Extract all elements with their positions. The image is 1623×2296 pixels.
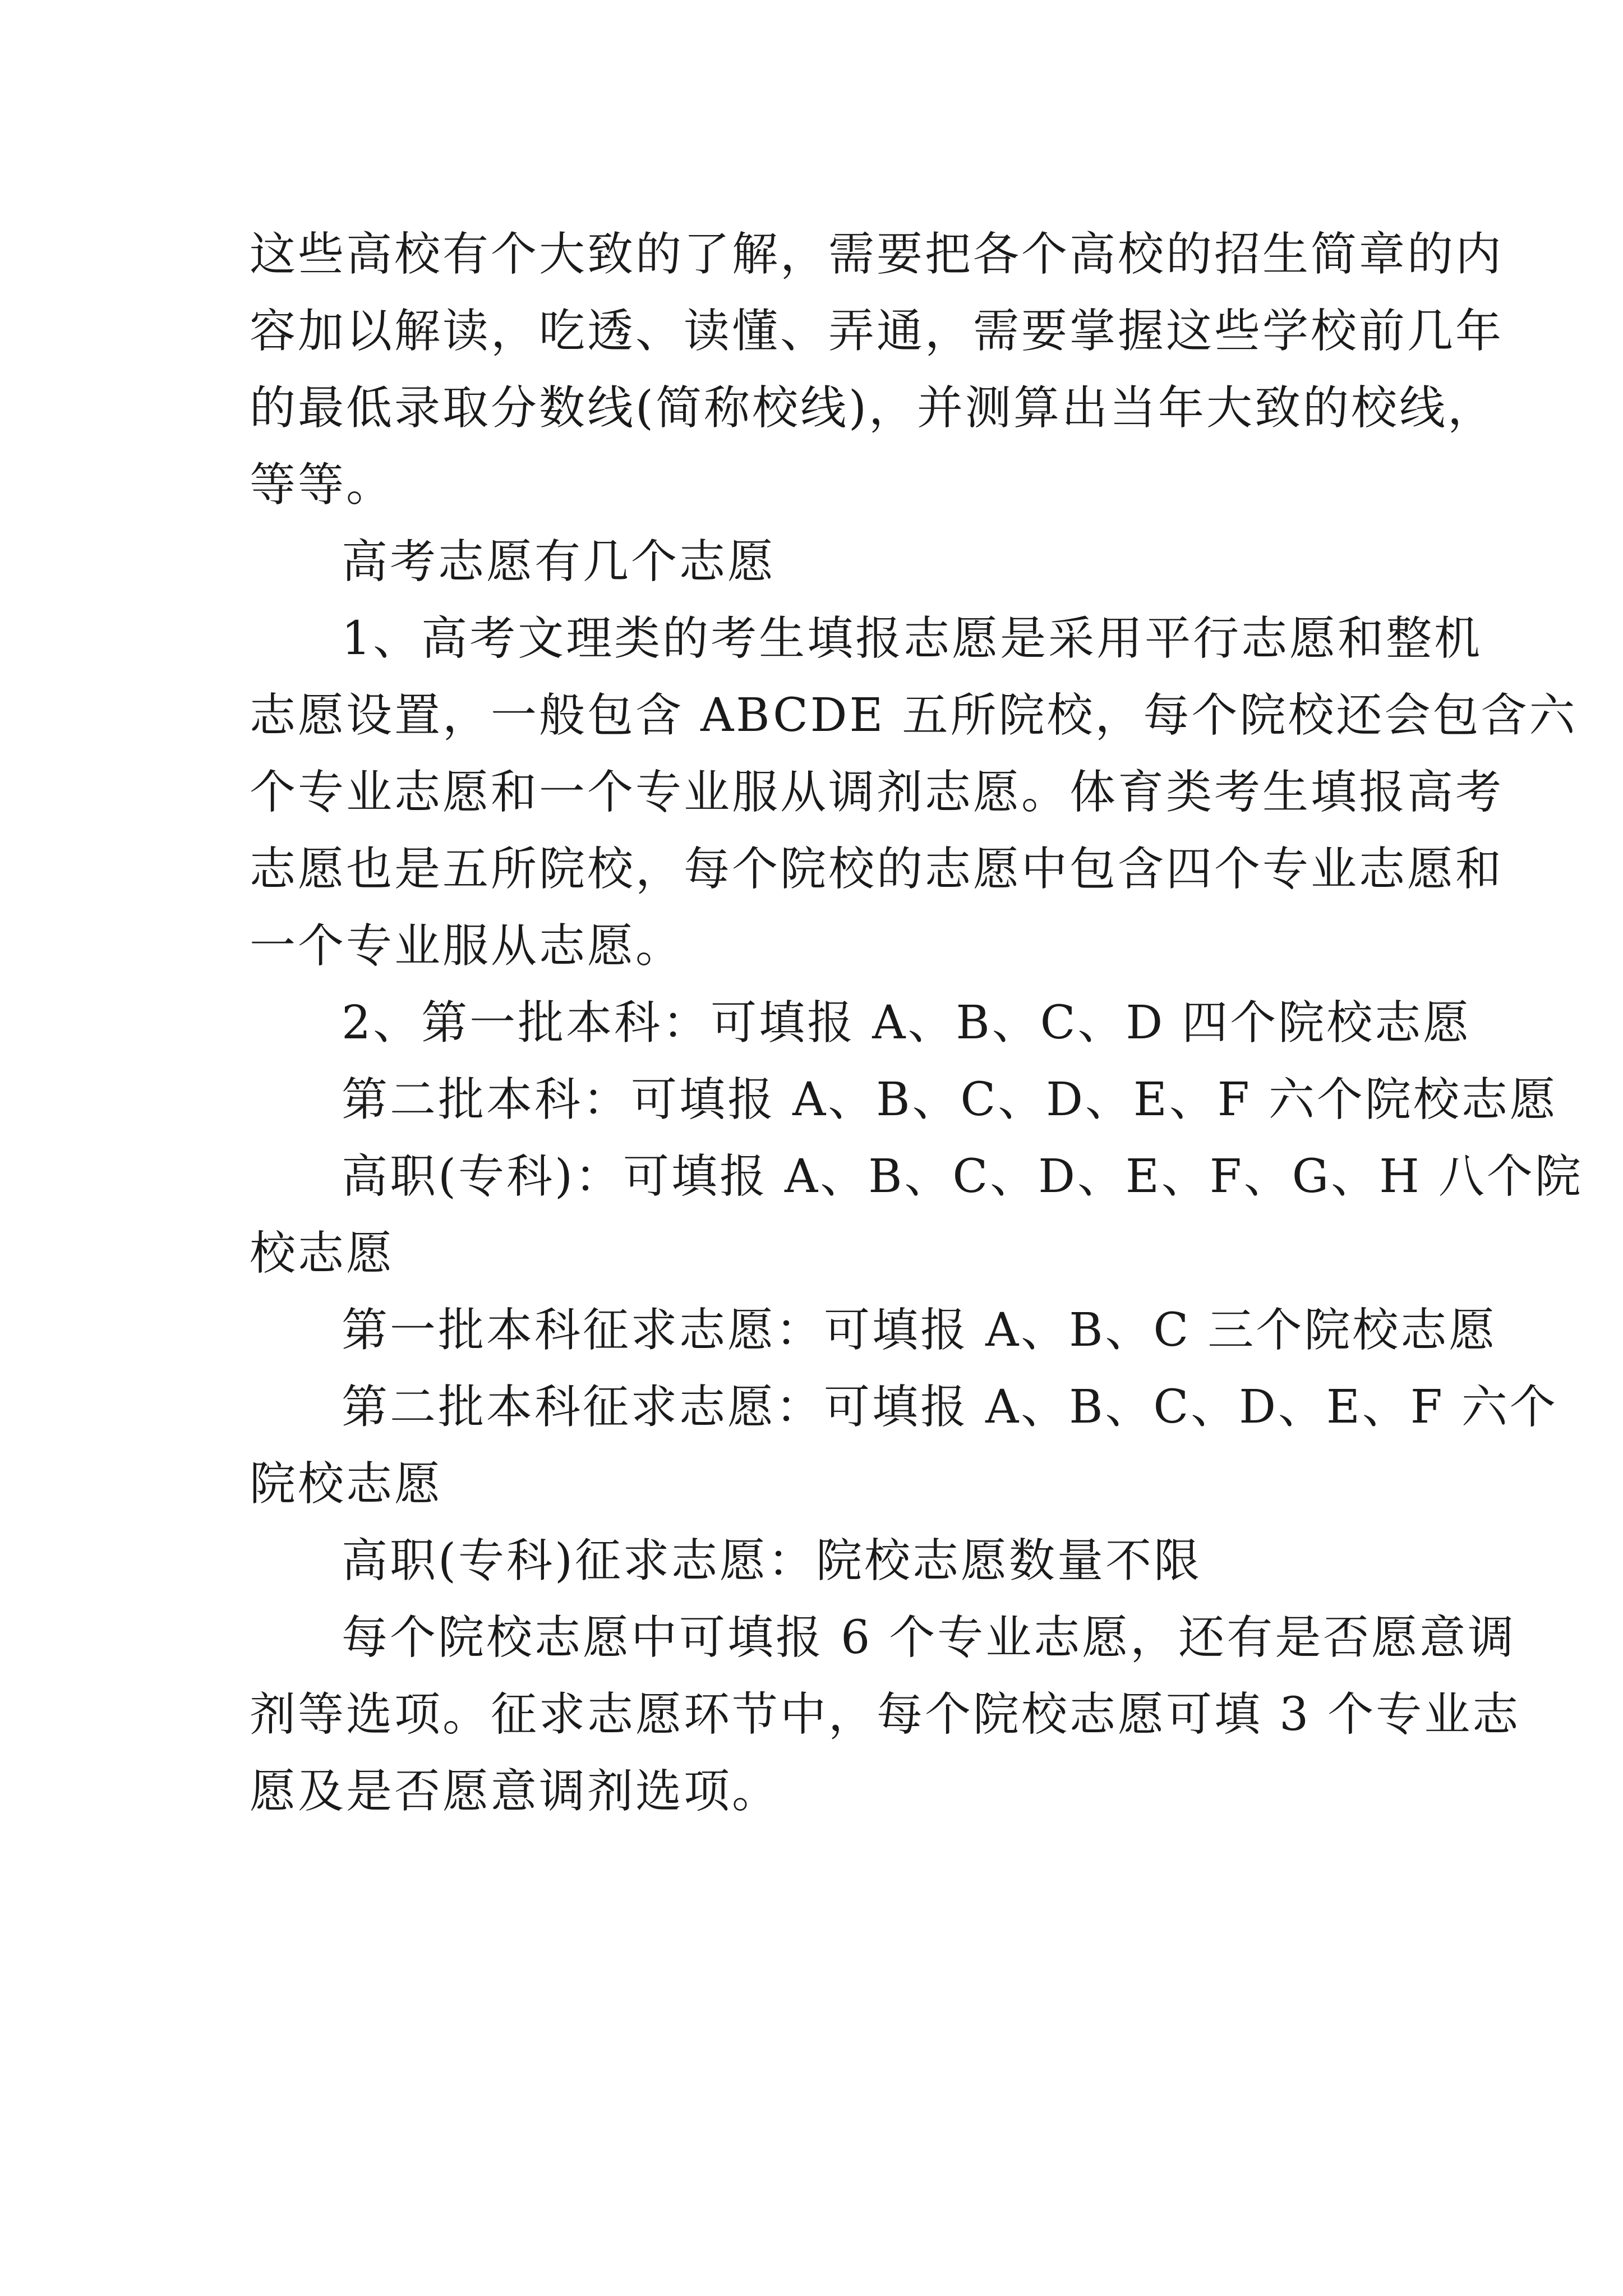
- section-heading: [250, 523, 1405, 600]
- document-body: [250, 216, 1583, 1830]
- paragraph: [250, 1522, 1405, 1599]
- text-line: 志愿设置，一般包含 ABCDE 五所院校，每个院校还会包含六: [250, 689, 1578, 742]
- text-line: 第一批本科征求志愿：可填报 A、B、C 三个院校志愿: [342, 1304, 1497, 1357]
- text-line: 1、高考文理类的考生填报志愿是采用平行志愿和整机: [342, 612, 1483, 665]
- text-line: 第二批本科：可填报 A、B、C、D、E、F 六个院校志愿: [342, 1073, 1558, 1126]
- text-line: 每个院校志愿中可填报 6 个专业志愿，还有是否愿意调: [342, 1611, 1516, 1664]
- paragraph: [250, 1292, 1497, 1369]
- paragraph: [250, 984, 1472, 1061]
- text-line: 高职(专科)征求志愿：院校志愿数量不限: [342, 1534, 1202, 1588]
- text-line: 个专业志愿和一个专业服从调剂志愿。体育类考生填报高考: [250, 766, 1504, 819]
- paragraph: [250, 1369, 1558, 1522]
- text-line: 愿及是否愿意调剂选项。: [250, 1765, 781, 1818]
- text-line: 剂等选项。征求志愿环节中，每个院校志愿可填 3 个专业志: [250, 1688, 1521, 1741]
- text-line: 志愿也是五所院校，每个院校的志愿中包含四个专业志愿和: [250, 843, 1504, 896]
- text-line: 高职(专科)：可填报 A、B、C、D、E、F、G、H 八个院: [342, 1150, 1583, 1203]
- text-line: 的最低录取分数线(简称校线)，并测算出当年大致的校线，: [250, 381, 1496, 435]
- text-line: 高考志愿有几个志愿: [342, 535, 776, 588]
- paragraph: [250, 216, 1504, 523]
- text-line: 院校志愿: [250, 1457, 443, 1511]
- paragraph: [250, 1138, 1583, 1292]
- paragraph: [250, 1599, 1521, 1830]
- paragraph: [250, 600, 1578, 984]
- text-line: 校志愿: [250, 1227, 395, 1280]
- text-line: 第二批本科征求志愿：可填报 A、B、C、D、E、F 六个: [342, 1381, 1558, 1434]
- paragraph: [250, 1061, 1558, 1138]
- text-line: 这些高校有个大致的了解，需要把各个高校的招生简章的内: [250, 228, 1504, 281]
- text-line: 容加以解读，吃透、读懂、弄通，需要掌握这些学校前几年: [250, 305, 1504, 358]
- text-line: 一个专业服从志愿。: [250, 919, 684, 973]
- text-line: 等等。: [250, 458, 395, 512]
- text-line: 2、第一批本科：可填报 A、B、C、D 四个院校志愿: [342, 996, 1472, 1050]
